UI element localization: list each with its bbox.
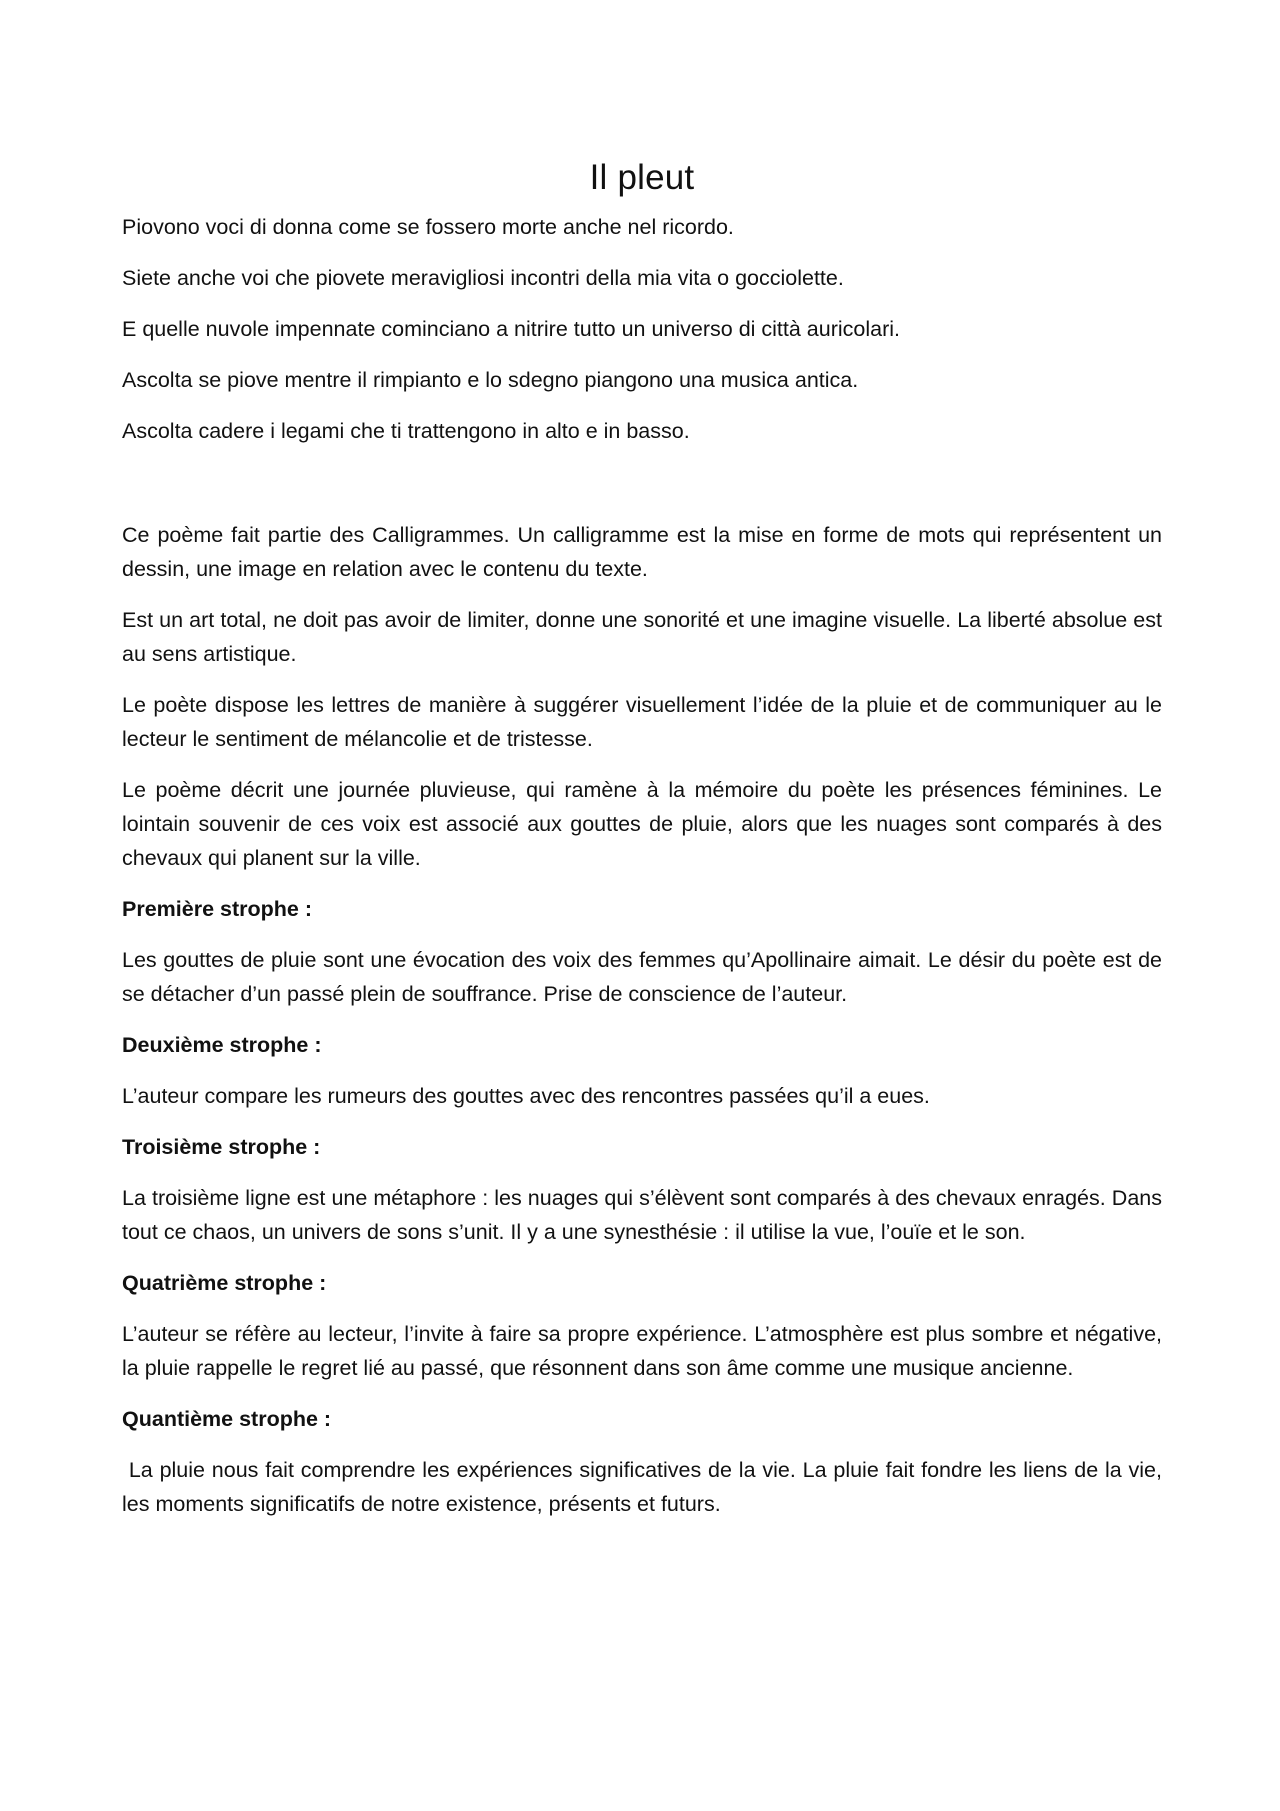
strophe-text: Les gouttes de pluie sont une évocation des voix des femmes qu’Apollinaire aimait. Le désir du poète est de se détacher d’un passé plein de souffrance. Prise de conscience de l’auteur. — [122, 948, 1162, 1006]
poem-verses — [122, 212, 1162, 446]
poem-verse: Piovono voci di donna come se fossero morte anche nel ricordo. — [122, 215, 734, 239]
strophe-heading: Troisième strophe : — [122, 1135, 321, 1159]
strophe-text: L’auteur compare les rumeurs des gouttes avec des rencontres passées qu’il a eues. — [122, 1084, 930, 1108]
strophe-text: La troisième ligne est une métaphore : les nuages qui s’élèvent sont comparés à des chevaux enragés. Dans tout ce chaos, un univers de sons s’unit. Il y a une synesthésie : il utilise la vue, l’ouïe et le son. — [122, 1186, 1162, 1244]
strophe-heading: Première strophe : — [122, 897, 312, 921]
intro-paragraph: Ce poème fait partie des Calligrammes. Un calligramme est la mise en forme de mots qui représentent un dessin, une image en relation avec le contenu du texte. — [122, 523, 1162, 581]
strophe-heading: Quatrième strophe : — [122, 1271, 327, 1295]
intro-paragraph: Le poète dispose les lettres de manière à suggérer visuellement l’idée de la pluie et de communiquer au le lecteur le sentiment de mélancolie et de tristesse. — [122, 693, 1162, 751]
poem-verse: Siete anche voi che piovete meravigliosi incontri della mia vita o gocciolette. — [122, 266, 844, 290]
strophe-text: L’auteur se réfère au lecteur, l’invite à faire sa propre expérience. L’atmosphère est plus sombre et négative, la pluie rappelle le regret lié au passé, que résonnent dans son âme comme une musique ancienne. — [122, 1322, 1162, 1380]
intro-paragraph: Le poème décrit une journée pluvieuse, qui ramène à la mémoire du poète les présences féminines. Le lointain souvenir de ces voix est associé aux gouttes de pluie, alors que les nuages sont comparés à des chevaux qui planent sur la ville. — [122, 778, 1162, 870]
section-spacer — [122, 467, 1162, 518]
strophe-text: La pluie nous fait comprendre les expériences significatives de la vie. La pluie fait fondre les liens de la vie, les moments significatifs de notre existence, présents et futurs. — [122, 1458, 1168, 1516]
intro-paragraph: Est un art total, ne doit pas avoir de limiter, donne une sonorité et une imagine visuelle. La liberté absolue est au sens artistique. — [122, 608, 1162, 666]
strophe-heading: Quantième strophe : — [122, 1407, 332, 1431]
poem-verse: E quelle nuvole impennate cominciano a nitrire tutto un universo di città auricolari. — [122, 317, 901, 341]
document-body — [122, 150, 1168, 1538]
strophe-heading: Deuxième strophe : — [122, 1033, 322, 1057]
poem-verse: Ascolta cadere i legami che ti trattengono in alto e in basso. — [122, 419, 690, 443]
strophe-analysis — [122, 892, 1168, 1521]
poem-verse: Ascolta se piove mentre il rimpianto e lo sdegno piangono una musica antica. — [122, 368, 859, 392]
intro-section — [122, 518, 1162, 875]
page-title: Il pleut — [589, 158, 695, 197]
